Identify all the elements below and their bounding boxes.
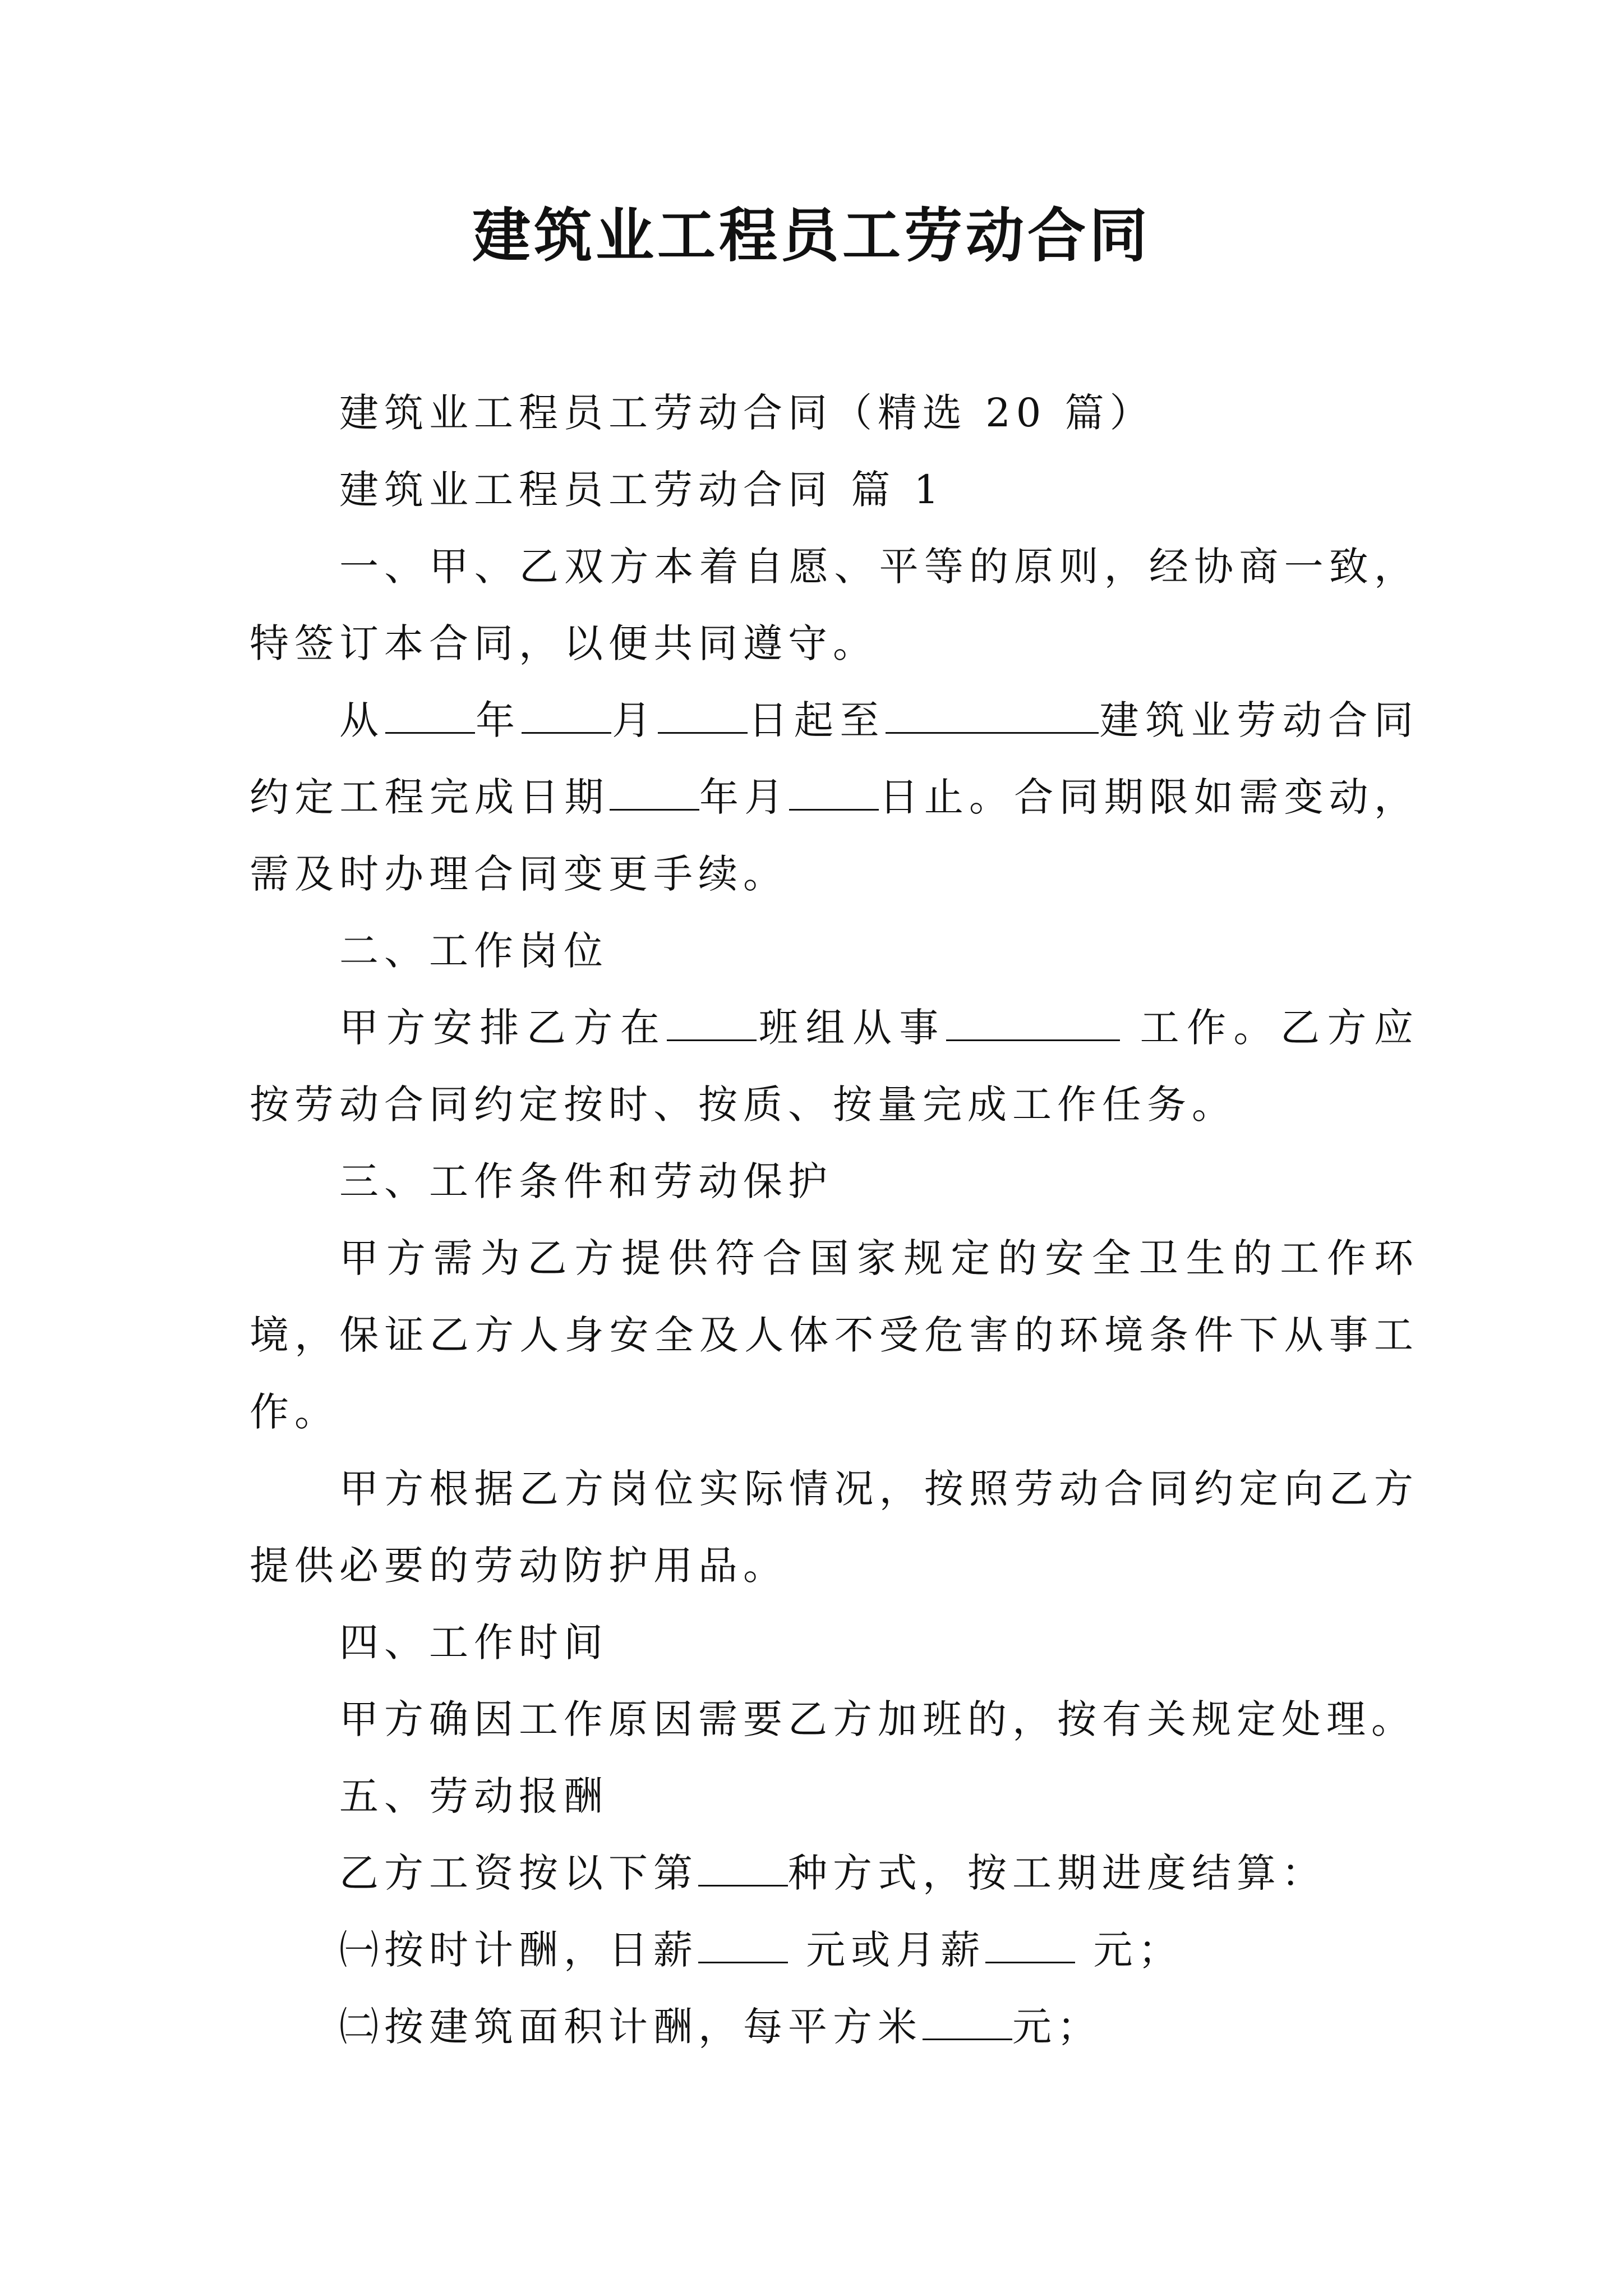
text-segment: 年 (474, 697, 522, 743)
text-segment: 日起至 (747, 697, 886, 743)
text-segment: 元； (1012, 2004, 1102, 2050)
paragraph-heading-remuneration (250, 1758, 1419, 1835)
text-segment: 元或月薪 (788, 1927, 986, 1973)
paragraph-section-heading (250, 452, 1419, 528)
text-segment: 乙方工资按以下第 (339, 1850, 698, 1896)
text-segment: 建筑业劳动合同约定工程完成日期 (250, 697, 1419, 820)
fill-blank-end-year (610, 774, 699, 811)
text-segment: 种方式，按工期进度结算： (788, 1850, 1326, 1896)
text-segment: 三、工作条件和劳动保护 (339, 1158, 833, 1204)
paragraph-time-based-pay (250, 1912, 1419, 1989)
document-body (250, 375, 1419, 2065)
text-segment: 五、劳动报酬 (339, 1773, 608, 1819)
text-segment: 甲方根据乙方岗位实际情况，按照劳动合同约定向乙方提供必要的劳动防护用品。 (250, 1466, 1419, 1589)
paragraph-overtime (250, 1681, 1419, 1758)
text-segment: 甲方确因工作原因需要乙方加班的，按有关规定处理。 (339, 1696, 1416, 1742)
fill-blank-monthly-wage (985, 1927, 1075, 1963)
fill-blank-start-month (522, 697, 611, 734)
text-segment: 建筑业工程员工劳动合同 篇 1 (339, 467, 945, 513)
text-segment: 工作。乙方应按劳动合同约定按时、按质、按量完成工作任务。 (250, 1005, 1419, 1128)
fill-blank-work-type (946, 1005, 1120, 1041)
paragraph-clause-1 (250, 528, 1419, 682)
fill-blank-project-name (886, 697, 1099, 734)
text-segment: 一、甲、乙双方本着自愿、平等的原则，经协商一致，特签订本合同，以便共同遵守。 (250, 544, 1419, 666)
text-segment: ㈡按建筑面积计酬，每平方米 (339, 2004, 923, 2050)
text-segment: 建筑业工程员工劳动合同（精选 20 篇） (339, 390, 1155, 436)
fill-blank-wage-method (698, 1850, 788, 1887)
text-segment: 日止。合同期限如需变动，需及时办理合同变更手续。 (250, 774, 1419, 897)
paragraph-heading-job-position (250, 913, 1419, 990)
fill-blank-daily-wage (698, 1927, 788, 1963)
text-segment: 班组从事 (757, 1005, 946, 1051)
fill-blank-end-day (789, 774, 879, 811)
fill-blank-start-day (658, 697, 748, 734)
paragraph-area-based-pay (250, 1989, 1419, 2065)
text-segment: 甲方安排乙方在 (339, 1005, 667, 1051)
paragraph-subtitle (250, 375, 1419, 452)
paragraph-job-assignment (250, 990, 1419, 1143)
fill-blank-team (667, 1005, 757, 1041)
paragraph-contract-term (250, 682, 1419, 913)
paragraph-safety-environment (250, 1220, 1419, 1451)
text-segment: 四、工作时间 (339, 1619, 608, 1665)
text-segment: 从 (339, 697, 385, 743)
text-segment: 年月 (699, 774, 790, 820)
paragraph-heading-work-hours (250, 1604, 1419, 1681)
fill-blank-rate-per-square-meter (923, 2004, 1012, 2040)
text-segment: 二、工作岗位 (339, 928, 608, 974)
paragraph-heading-work-conditions (250, 1143, 1419, 1220)
text-segment: 月 (611, 697, 658, 743)
document-title: 建筑业工程员工劳动合同 (472, 201, 1151, 270)
text-segment: 甲方需为乙方提供符合国家规定的安全卫生的工作环境，保证乙方人身安全及人体不受危害的环境条件下从事工作。 (250, 1235, 1419, 1435)
paragraph-wage-method (250, 1835, 1419, 1912)
text-segment: 元； (1075, 1927, 1183, 1973)
fill-blank-start-year (385, 697, 475, 734)
paragraph-protective-equipment (250, 1451, 1419, 1604)
text-segment: ㈠按时计酬，日薪 (339, 1927, 698, 1973)
